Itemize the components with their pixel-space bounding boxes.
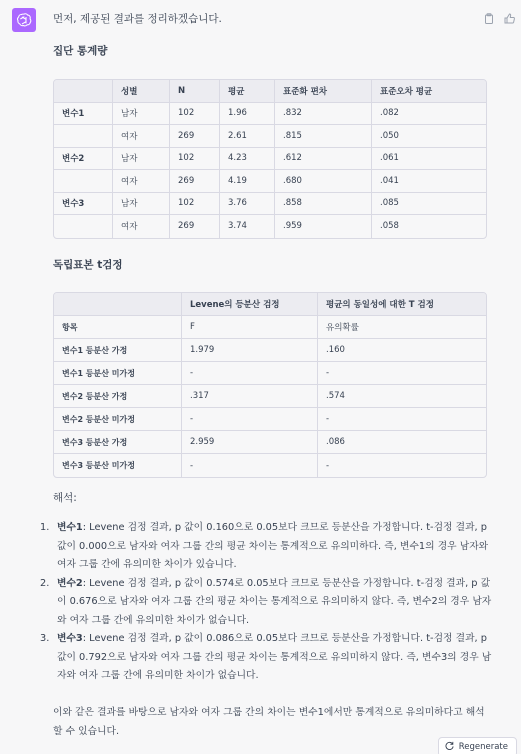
table-row bbox=[54, 193, 486, 216]
group-stats-table bbox=[53, 79, 487, 239]
ttest-heading: 독립표본 t검정 bbox=[53, 259, 123, 271]
table-cell: - bbox=[318, 362, 486, 385]
interpretation-heading: 해석: bbox=[53, 492, 77, 504]
message-actions bbox=[483, 12, 515, 24]
list-number: 2. bbox=[40, 577, 50, 589]
table-cell: 남자 bbox=[113, 193, 170, 216]
table-cell: 여자 bbox=[113, 215, 170, 238]
table-cell: 항목 bbox=[54, 316, 182, 339]
regenerate-button[interactable] bbox=[438, 737, 517, 754]
table-cell: 1.979 bbox=[182, 339, 318, 362]
list-number: 3. bbox=[40, 633, 50, 644]
table-cell: 변수3 bbox=[54, 193, 113, 216]
table-cell: 남자 bbox=[113, 103, 170, 126]
refresh-icon bbox=[445, 741, 454, 753]
table-cell: .680 bbox=[275, 170, 372, 193]
table-cell: F bbox=[182, 316, 318, 339]
table-cell: 변수2 등분산 가정 bbox=[54, 385, 182, 408]
table-cell: 남자 bbox=[113, 148, 170, 171]
table-header: 표준화 편차 bbox=[275, 80, 372, 103]
list-item bbox=[40, 630, 495, 686]
list-item-text: : Levene 검정 결과, p 값이 0.574로 0.05보다 크므로 등분산을 가정합니다. t-검정 결과, p 값이 0.676으로 남자와 여자 그룹 간의 평균 차이는 통계적으로 유의미하지 않다. 즉, 변수2의 경우 남자와 여자 그룹 간에 유의미한 차이가 없습니다. bbox=[57, 577, 492, 626]
table-row bbox=[54, 408, 486, 431]
table-cell: .959 bbox=[275, 215, 372, 238]
table-cell: .086 bbox=[318, 431, 486, 454]
table-cell: 102 bbox=[170, 193, 220, 216]
table-row bbox=[54, 385, 486, 408]
table-header: Levene의 등분산 검정 bbox=[182, 293, 318, 316]
table-cell: .058 bbox=[380, 221, 399, 232]
list-item-text: : Levene 검정 결과, p 값이 0.160으로 0.05보다 크므로 등분산을 가정합니다. t-검정 결과, p 값이 0.000으로 남자와 여자 그룹 간의 평균 차이는 통계적으로 유의미하다. 즉, 변수1의 경우 남자와 여자 그룹 간에 유의미한 차이가 있습니다. bbox=[57, 522, 489, 570]
table-header: 표준오차 평균 bbox=[372, 80, 486, 103]
table-cell: 269 bbox=[170, 215, 220, 238]
table-cell: - bbox=[182, 362, 318, 385]
table-cell: .041 bbox=[372, 170, 486, 193]
table-header bbox=[54, 80, 113, 103]
table-cell: 유의확률 bbox=[318, 316, 486, 339]
table-cell: .574 bbox=[318, 385, 486, 408]
table-row bbox=[54, 454, 486, 477]
table-cell bbox=[54, 215, 113, 238]
table-cell: 변수3 등분산 가정 bbox=[54, 431, 182, 454]
table-cell: .832 bbox=[275, 103, 372, 126]
table-header: 평균의 동일성에 대한 T 검정 bbox=[318, 293, 486, 316]
table-header bbox=[54, 293, 182, 316]
list-item bbox=[40, 575, 495, 631]
list-item-label: 변수2 bbox=[57, 577, 83, 589]
list-item bbox=[40, 519, 495, 575]
table-cell: 4.19 bbox=[220, 170, 275, 193]
table-row bbox=[54, 339, 486, 362]
table-row bbox=[54, 148, 486, 171]
table-cell: 1.96 bbox=[220, 103, 275, 126]
table-cell: 2.61 bbox=[220, 125, 275, 148]
conclusion-text: 이와 같은 결과를 바탕으로 남자와 여자 그룹 간의 차이는 변수1에서만 통계적으로 유의미하다고 해석할 수 있습니다. bbox=[53, 707, 485, 737]
table-row bbox=[54, 170, 486, 193]
interpretation-list bbox=[40, 519, 495, 686]
table-cell: 3.76 bbox=[220, 193, 275, 216]
table-cell: .050 bbox=[372, 125, 486, 148]
table-cell: 4.23 bbox=[220, 148, 275, 171]
table-cell: 변수1 등분산 가정 bbox=[54, 339, 182, 362]
table-header: N bbox=[170, 80, 220, 103]
table-cell: 변수2 bbox=[54, 148, 113, 171]
table-cell: 변수3 등분산 미가정 bbox=[54, 454, 182, 477]
table-cell bbox=[54, 170, 113, 193]
table-header: 평균 bbox=[220, 80, 275, 103]
table-cell: 269 bbox=[170, 125, 220, 148]
group-stats-heading: 집단 통계량 bbox=[53, 45, 108, 57]
table-cell: 102 bbox=[170, 103, 220, 126]
table-cell: .082 bbox=[372, 103, 486, 126]
list-number: 1. bbox=[40, 522, 50, 533]
table-cell: 2.959 bbox=[182, 431, 318, 454]
table-cell: - bbox=[182, 408, 318, 431]
table-row bbox=[54, 431, 486, 454]
table-cell: - bbox=[326, 460, 330, 471]
table-row bbox=[54, 103, 486, 126]
intro-text: 먼저, 제공된 결과를 정리하겠습니다. bbox=[53, 13, 222, 25]
regenerate-label: Regenerate bbox=[458, 742, 508, 752]
table-cell: 변수2 등분산 미가정 bbox=[54, 408, 182, 431]
table-cell: 여자 bbox=[113, 125, 170, 148]
table-cell: 여자 bbox=[113, 170, 170, 193]
table-row bbox=[54, 125, 486, 148]
table-cell: .061 bbox=[372, 148, 486, 171]
table-cell: - bbox=[182, 454, 318, 477]
table-cell: .858 bbox=[275, 193, 372, 216]
table-row bbox=[54, 215, 486, 238]
table-cell: 변수1 등분산 미가정 bbox=[54, 362, 182, 385]
table-cell: .815 bbox=[275, 125, 372, 148]
ttest-table bbox=[53, 292, 487, 478]
table-cell: - bbox=[318, 408, 486, 431]
table-cell: 102 bbox=[170, 148, 220, 171]
list-item-text: : Levene 검정 결과, p 값이 0.086으로 0.05보다 크므로 등분산을 가정합니다. t-검정 결과, p 값이 0.792으로 남자와 여자 그룹 간의 평균 차이는 통계적으로 유의미하지 않다. 즉, 변수3의 경우 남자와 여자 그룹 간에 유의미한 차이가 없습니다. bbox=[57, 633, 492, 681]
table-cell: .612 bbox=[275, 148, 372, 171]
table-row bbox=[54, 362, 486, 385]
table-cell bbox=[54, 125, 113, 148]
table-header-row bbox=[54, 293, 486, 316]
table-cell: 변수1 bbox=[54, 103, 113, 126]
table-row bbox=[54, 316, 486, 339]
openai-logo-icon bbox=[12, 8, 36, 32]
table-cell: 3.74 bbox=[220, 215, 275, 238]
list-item-label: 변수3 bbox=[57, 633, 83, 644]
table-cell: .160 bbox=[318, 339, 486, 362]
list-item-label: 변수1 bbox=[57, 522, 83, 533]
thumbs-up-icon[interactable] bbox=[503, 12, 515, 24]
table-header-row bbox=[54, 80, 486, 103]
table-header: 성별 bbox=[113, 80, 170, 103]
table-cell: 269 bbox=[170, 170, 220, 193]
clipboard-icon[interactable] bbox=[483, 12, 495, 24]
table-cell: .085 bbox=[372, 193, 486, 216]
table-cell: .317 bbox=[182, 385, 318, 408]
